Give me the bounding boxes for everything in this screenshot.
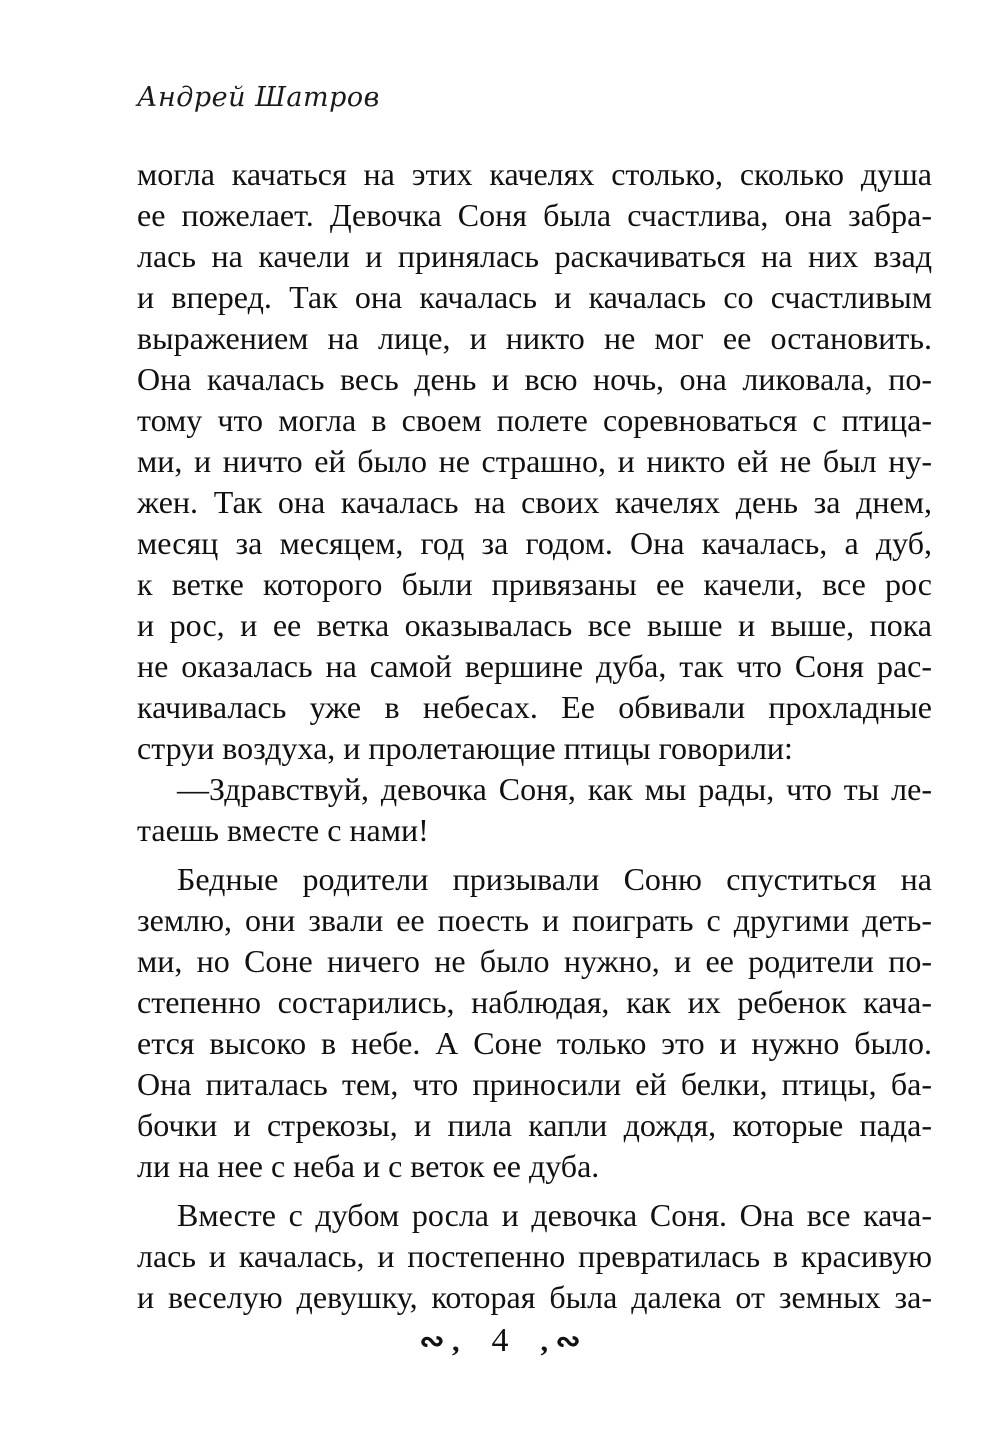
text-line: Бедные родители призывали Соню спуститься на [177,861,932,897]
paragraph-gap [137,1187,932,1195]
text-line: выражением на лице, и никто не мог ее остановить. [137,320,932,356]
text-line: ее пожелает. Девочка Соня была счастлива, она забра- [137,197,932,233]
dialogue-line: таешь вместе с нами! [137,812,429,848]
page-body [137,154,932,1318]
text-line: степенно состарились, наблюдая, как их ребенок кача- [137,984,932,1020]
text-line: Она питалась тем, что приносили ей белки, птицы, ба- [137,1066,932,1102]
text-line: ми, и ничто ей было не страшно, и никто ей не был ну- [137,443,932,479]
text-line: и вперед. Так она качалась и качалась со счастливым [137,279,932,315]
text-line: к ветке которого были привязаны ее качели, все рос [137,566,932,602]
text-line: бочки и стрекозы, и пила капли дождя, которые пада- [137,1107,932,1143]
text-line: Вместе с дубом росла и девочка Соня. Она все кача- [177,1197,932,1233]
text-line: ли на нее с неба и с веток ее дуба. [137,1148,600,1184]
text-line: Она качалась весь день и всю ночь, она ликовала, по- [137,361,932,397]
running-head-author: Андрей Шатров [137,82,380,113]
paragraph-gap [137,851,932,859]
dialogue-line: —Здравствуй, девочка Соня, как мы рады, что ты ле- [177,771,932,807]
text-line: струи воздуха, и пролетающие птицы говорили: [137,730,793,766]
text-line: тому что могла в своем полете соревноваться с птица- [137,402,932,438]
text-line: месяц за месяцем, год за годом. Она качалась, а дуб, [137,525,932,561]
text-line: ми, но Соне ничего не было нужно, и ее родители по- [137,943,932,979]
ornament-left-icon: ∾ , [419,1324,460,1358]
text-line: не оказалась на самой вершине дуба, так что Соня рас- [137,648,932,684]
text-line: качивалась уже в небесах. Ее обвивали прохладные [137,689,932,725]
text-line: лась и качалась, и постепенно превратилась в красивую [137,1238,932,1274]
text-line: землю, они звали ее поесть и поиграть с другими деть- [137,902,932,938]
page-number: 4 [491,1322,509,1359]
text-line: ется высоко в небе. А Соне только это и нужно было. [137,1025,932,1061]
ornament-right-icon: , ∾ [540,1324,581,1358]
text-line: и веселую девушку, которая была далека от земных за- [137,1279,932,1315]
page-footer [0,1322,1000,1360]
text-line: могла качаться на этих качелях столько, сколько душа [137,156,932,192]
text-line: и рос, и ее ветка оказывалась все выше и выше, пока [137,607,932,643]
text-line: лась на качели и принялась раскачиваться на них взад [137,238,932,274]
text-line: жен. Так она качалась на своих качелях день за днем, [137,484,932,520]
